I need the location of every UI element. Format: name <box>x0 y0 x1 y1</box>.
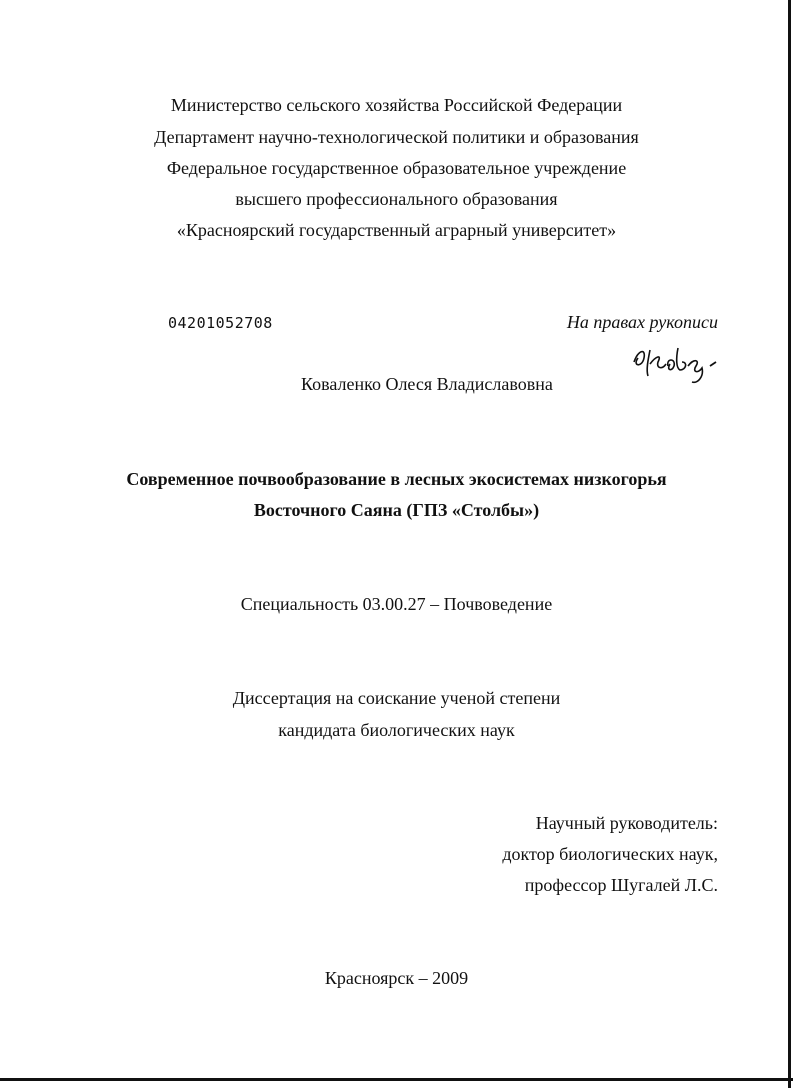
degree-statement-line-2: кандидата биологических наук <box>278 720 515 740</box>
supervisor-label: Научный руководитель: <box>535 813 718 833</box>
department-line: Департамент научно-технологической политики и образования <box>154 127 639 147</box>
author-name: Коваленко Олеся Владиславовна <box>301 374 553 394</box>
institution-line: Федеральное государственное образовательное учреждение <box>166 158 627 178</box>
dissertation-title-line-1: Современное почвообразование в лесных экосистемах низкогорья <box>126 469 667 489</box>
document-code: 04201052708 <box>168 314 273 332</box>
dissertation-title-line-2: Восточного Саяна (ГПЗ «Столбы») <box>253 500 540 520</box>
degree-statement-line-1: Диссертация на соискание ученой степени <box>232 688 561 708</box>
city-year: Красноярск – 2009 <box>324 968 469 988</box>
handwritten-signature-icon <box>628 340 720 388</box>
supervisor-degree: доктор биологических наук, <box>502 844 718 864</box>
page-edge-bottom <box>0 1078 793 1081</box>
university-name-line: «Красноярский государственный аграрный университет» <box>176 220 617 240</box>
speciality: Специальность 03.00.27 – Почвоведение <box>240 594 553 614</box>
manuscript-rights: На правах рукописи <box>566 312 718 332</box>
ministry-line: Министерство сельского хозяйства Российской Федерации <box>170 95 623 115</box>
education-level-line: высшего профессионального образования <box>235 189 558 209</box>
supervisor-name: профессор Шугалей Л.С. <box>524 875 718 895</box>
